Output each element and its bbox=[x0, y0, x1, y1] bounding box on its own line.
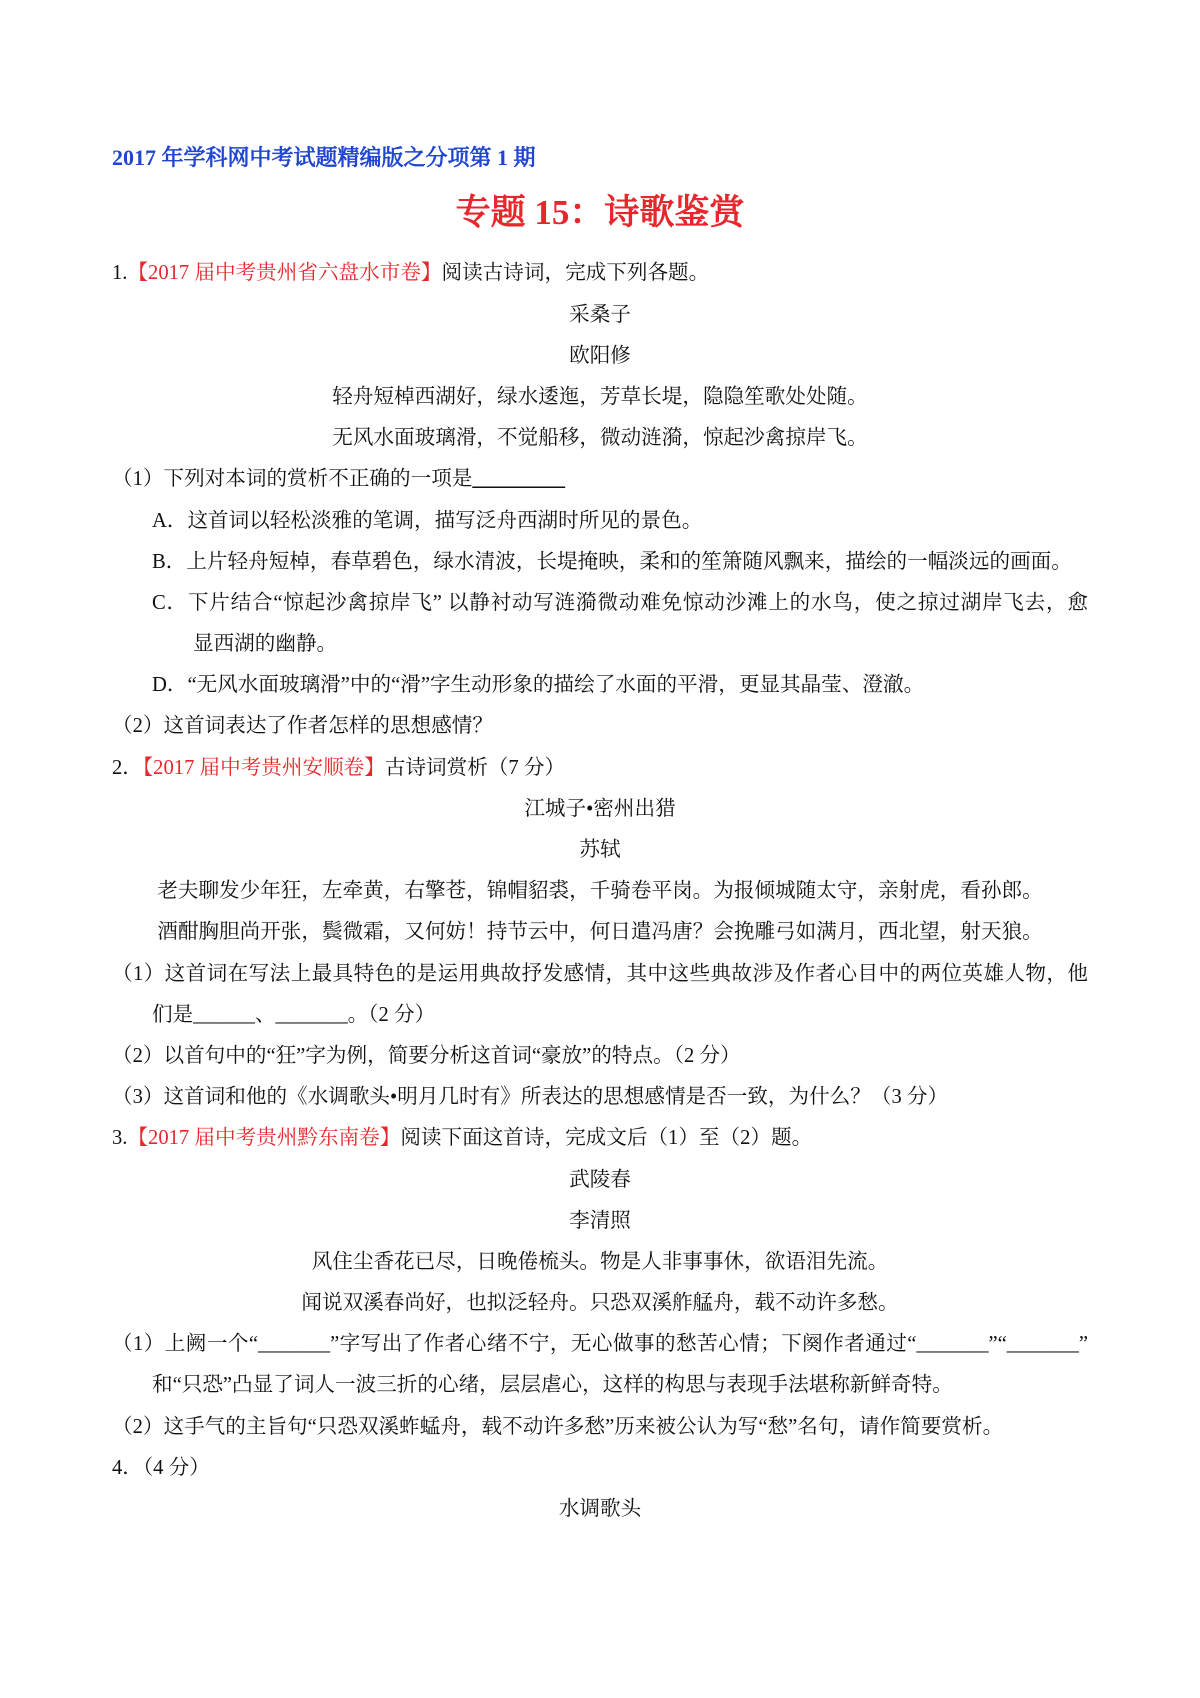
series-header: 2017 年学科网中考试题精编版之分项第 1 期 bbox=[112, 145, 536, 170]
sub-question-1: （1）上阙一个“_______”字写出了作者心绪不宁，无心做事的愁苦心情；下阕作者通过“_______”“_______” bbox=[112, 1333, 1088, 1356]
question-number: 1. bbox=[112, 262, 128, 285]
sub-question-2: （2）这手气的主旨句“只恐双溪蚱蜢舟，载不动许多愁”历来被公认为写“愁”名句，请作简要赏析。 bbox=[112, 1415, 1004, 1438]
question-instruction: 阅读下面这首诗，完成文后（1）至（2）题。 bbox=[400, 1127, 813, 1150]
poem-line: 轻舟短棹西湖好，绿水逶迤，芳草长堤，隐隐笙歌处处随。 bbox=[332, 385, 868, 408]
poem-line: 老夫聊发少年狂，左牵黄，右擎苍，锦帽貂裘，千骑卷平岗。为报倾城随太守，亲射虎，看孙郎。 bbox=[157, 880, 1043, 903]
source-tag: 【2017 届中考贵州黔东南卷】 bbox=[127, 1127, 401, 1150]
sub-question-1 bbox=[112, 459, 1088, 500]
option-c: C．下片结合“惊起沙禽掠岸飞” 以静衬动写涟漪微动难免惊动沙滩上的水鸟，使之掠过湖岸飞去，愈 bbox=[152, 591, 1088, 614]
answer-blank: _________ bbox=[472, 468, 566, 491]
sub-question-1-continued: 们是______、_______。（2 分） bbox=[152, 1003, 436, 1026]
poem-line: 风住尘香花已尽，日晚倦梳头。物是人非事事休，欲语泪先流。 bbox=[311, 1250, 889, 1273]
question-2-heading bbox=[112, 748, 1088, 789]
poem-title: 武陵春 bbox=[569, 1168, 631, 1191]
question-3-heading bbox=[112, 1118, 1088, 1159]
question-number: 4． bbox=[112, 1456, 143, 1479]
option-b: B．上片轻舟短棹，春草碧色，绿水清波，长堤掩映，柔和的笙箫随风飘来，描绘的一幅淡远的画面。 bbox=[152, 550, 1072, 573]
option-c-continued: 显西湖的幽静。 bbox=[193, 633, 338, 656]
poem-line: 闻说双溪春尚好，也拟泛轻舟。只恐双溪舴艋舟，载不动许多愁。 bbox=[301, 1292, 899, 1315]
sub-question-3: （3）这首词和他的《水调歌头•明月几时有》所表达的思想感情是否一致，为什么？（3 分） bbox=[112, 1086, 949, 1109]
poem-author: 欧阳修 bbox=[569, 344, 631, 367]
poem-title: 江城子•密州出猎 bbox=[524, 797, 676, 820]
sub-question-2: （2）以首句中的“狂”字为例，简要分析这首词“豪放”的特点。（2 分） bbox=[112, 1044, 741, 1067]
option-d: D．“无风水面玻璃滑”中的“滑”字生动形象的描绘了水面的平滑，更显其晶莹、澄澈。 bbox=[152, 674, 925, 697]
poem-line: 酒酣胸胆尚开张，鬓微霜，又何妨！持节云中，何日遣冯唐？会挽雕弓如满月，西北望，射天狼。 bbox=[157, 921, 1043, 944]
question-1-heading bbox=[112, 253, 1088, 294]
sub-question-1: （1）这首词在写法上最具特色的是运用典故抒发感情，其中这些典故涉及作者心目中的两位英雄人物，他 bbox=[112, 962, 1088, 985]
question-4-heading bbox=[112, 1448, 1088, 1489]
poem-author: 苏轼 bbox=[579, 839, 621, 862]
question-number: 2． bbox=[112, 756, 143, 779]
sub-question-1-continued: 和“只恐”凸显了词人一波三折的心绪，层层虐心，这样的构思与表现手法堪称新鲜奇特。 bbox=[152, 1374, 953, 1397]
source-tag: 【2017 届中考贵州省六盘水市卷】 bbox=[127, 262, 442, 285]
sub-question-2: （2）这首词表达了作者怎样的思想感情？ bbox=[112, 715, 493, 738]
question-number: 3. bbox=[112, 1127, 128, 1150]
poem-line: 无风水面玻璃滑，不觉船移，微动涟漪，惊起沙禽掠岸飞。 bbox=[332, 427, 868, 450]
sub-question-text: （1）下列对本词的赏析不正确的一项是 bbox=[112, 468, 473, 491]
page-title: 专题 15：诗歌鉴赏 bbox=[455, 193, 745, 232]
question-content bbox=[112, 253, 1088, 1530]
poem-title: 采桑子 bbox=[569, 303, 631, 326]
question-instruction: （4 分） bbox=[142, 1456, 210, 1479]
question-instruction: 古诗词赏析（7 分） bbox=[384, 756, 566, 779]
poem-author: 李清照 bbox=[569, 1209, 631, 1232]
question-instruction: 阅读古诗词，完成下列各题。 bbox=[441, 262, 710, 285]
option-a: A．这首词以轻松淡雅的笔调，描写泛舟西湖时所见的景色。 bbox=[152, 509, 703, 532]
source-tag: 【2017 届中考贵州安顺卷】 bbox=[142, 756, 385, 779]
poem-title: 水调歌头 bbox=[558, 1498, 642, 1521]
